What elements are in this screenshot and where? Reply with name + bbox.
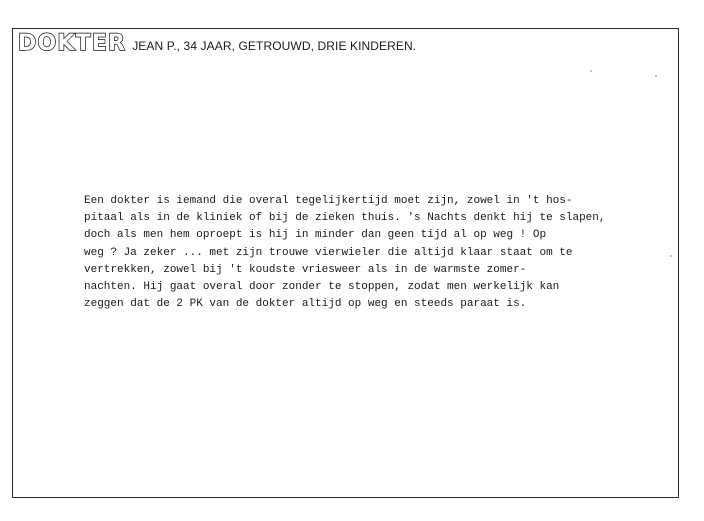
scan-speck [670,255,672,257]
paragraph-line: weg ? Ja zeker ... met zijn trouwe vierwieler die altijd klaar staat om te [84,246,573,259]
page-subtitle: JEAN P., 34 JAAR, GETROUWD, DRIE KINDEREN. [132,39,417,53]
paragraph-line: doch als men hem oproept is hij in minder dan geen tijd al op weg ! Op [84,229,547,242]
scan-speck [590,70,592,72]
header [18,32,416,56]
document-page [12,28,679,498]
paragraph-line: vertrekken, zowel bij 't koudste vriesweer als in de warmste zomer- [84,263,527,276]
paragraph-line: Een dokter is iemand die overal tegelijkertijd moet zijn, zowel in 't hos- [84,195,573,207]
page-title: DOKTER [18,31,127,56]
scan-speck [655,75,657,77]
paragraph-line: zeggen dat de 2 PK van de dokter altijd op weg en steeds paraat is. [84,298,527,311]
paragraph-line: nachten. Hij gaat overal door zonder te stoppen, zodat men werkelijk kan [84,281,560,294]
paragraph-line: pitaal als in de kliniek of bij de zieken thuis. 's Nachts denkt hij te slapen, [84,212,606,225]
body-paragraph [84,193,606,313]
